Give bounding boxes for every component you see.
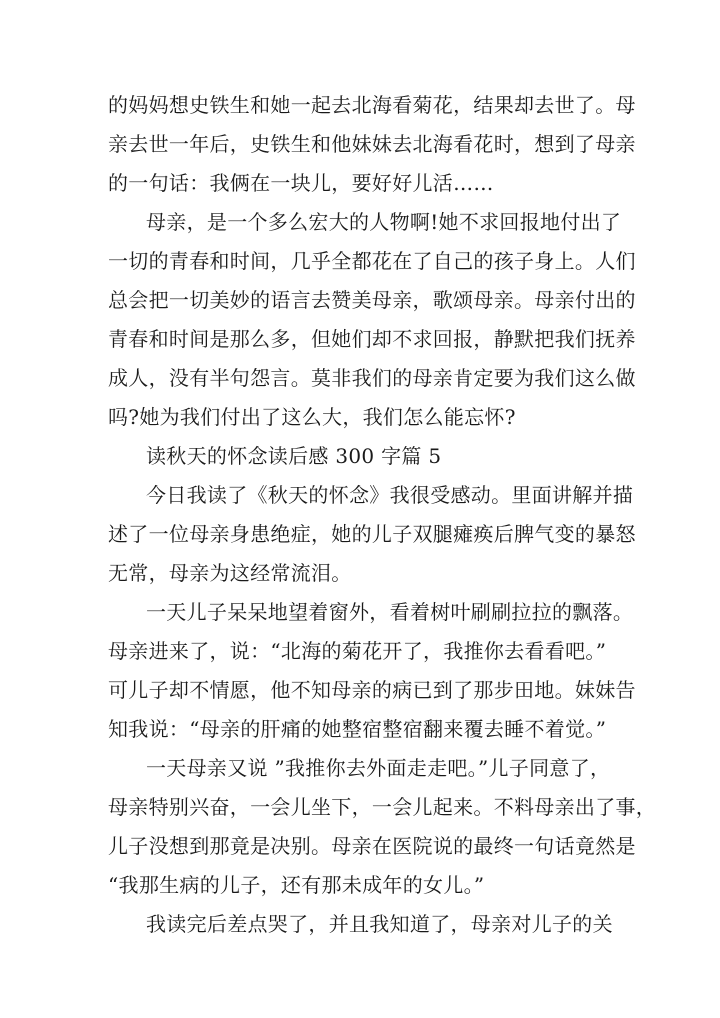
text-line: 述了一位母亲身患绝症，她的儿子双腿瘫痪后脾气变的暴怒 (108, 522, 636, 546)
text-line: 青春和时间是那么多，但她们却不求回报，静默把我们抚养 (108, 327, 636, 351)
text-line: 可儿子却不情愿，他不知母亲的病已到了那步田地。妹妹告 (108, 678, 636, 702)
text-line: 一天母亲又说 ”我推你去外面走走吧。”儿子同意了， (146, 756, 611, 780)
text-line: 今日我读了《秋天的怀念》我很受感动。里面讲解并描 (146, 483, 634, 507)
text-line: 成人，没有半句怨言。莫非我们的母亲肯定要为我们这么做 (108, 366, 636, 390)
text-line: 一天儿子呆呆地望着窗外，看着树叶刷刷拉拉的飘落。 (146, 600, 634, 624)
text-line: 儿子没想到那竟是决别。母亲在医院说的最终一句话竟然是 (108, 834, 636, 858)
text-line: 一切的青春和时间，几乎全都花在了自己的孩子身上。人们 (108, 249, 636, 273)
text-line: 的妈妈想史铁生和她一起去北海看菊花，结果却去世了。母 (108, 93, 636, 117)
text-line: “我那生病的儿子，还有那未成年的女儿。” (108, 873, 485, 897)
section-heading: 读秋天的怀念读后感 300 字篇 5 (146, 444, 442, 468)
text-line: 知我说：“母亲的肝痛的她整宿整宿翻来覆去睡不着觉。” (108, 717, 607, 741)
text-line: 我读完后差点哭了，并且我知道了，母亲对儿子的关 (146, 912, 613, 936)
text-line: 母亲，是一个多么宏大的人物啊!她不求回报地付出了 (146, 210, 622, 234)
text-line: 总会把一切美妙的语言去赞美母亲，歌颂母亲。母亲付出的 (108, 288, 636, 312)
text-line: 母亲进来了，说：“北海的菊花开了，我推你去看看吧。” (108, 639, 607, 663)
text-line: 吗?她为我们付出了这么大，我们怎么能忘怀? (108, 405, 516, 429)
text-line: 母亲特别兴奋，一会儿坐下，一会儿起来。不料母亲出了事， (108, 795, 657, 819)
text-line: 的一句话：我俩在一块儿，要好好儿活…… (108, 171, 494, 195)
text-line: 亲去世一年后，史铁生和他妹妹去北海看花时，想到了母亲 (108, 132, 636, 156)
text-line: 无常，母亲为这经常流泪。 (108, 561, 352, 585)
